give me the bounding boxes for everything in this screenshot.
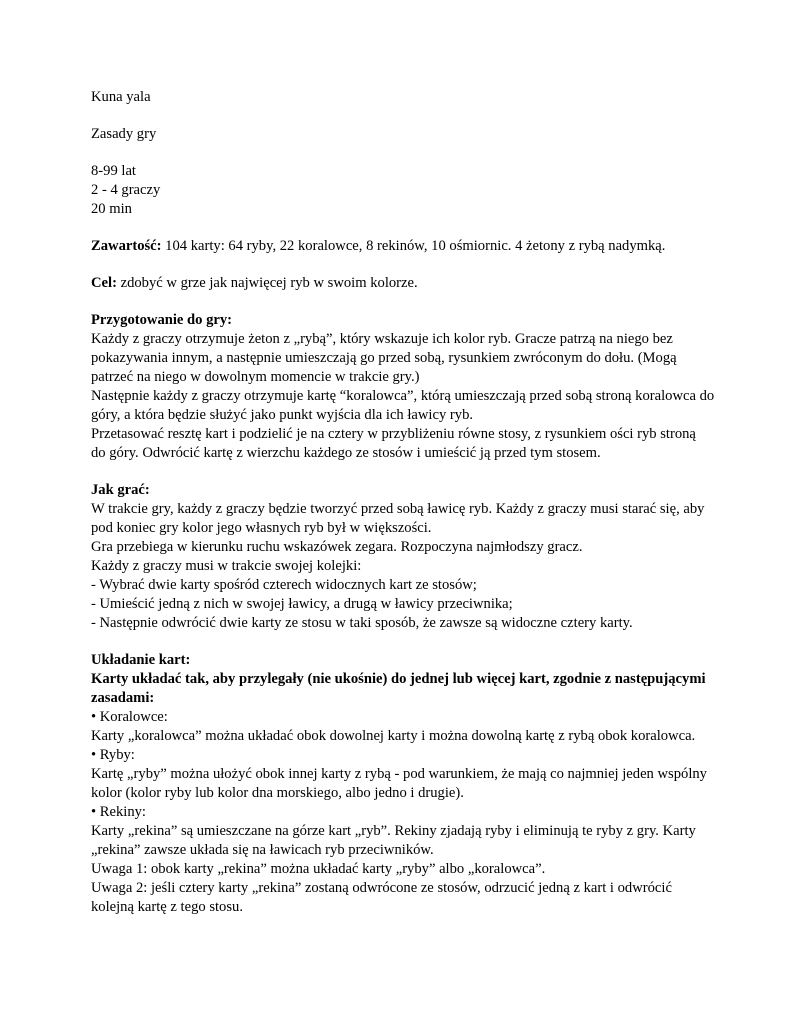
placement-line: kolor (kolor ryby lub kolor dna morskiego, albo jedno i drugie). xyxy=(91,785,464,801)
howto-line: - Umieścić jedną z nich w swojej ławicy, a drugą w ławicy przeciwnika; xyxy=(91,596,513,612)
placement-bold-line: Karty układać tak, aby przylegały (nie ukośnie) do jednej lub więcej kart, zgodnie z następującymi xyxy=(91,671,706,687)
play-time: 20 min xyxy=(91,201,132,217)
howto-line: Każdy z graczy musi w trakcie swojej kolejki: xyxy=(91,558,362,574)
setup-line: góry, a która będzie służyć jako punkt wyjścia dla ich ławicy ryb. xyxy=(91,407,474,423)
howto-line: W trakcie gry, każdy z graczy będzie tworzyć przed sobą ławicę ryb. Każdy z graczy musi starać się, aby xyxy=(91,501,705,517)
placement-line: • Ryby: xyxy=(91,747,135,763)
howto-line: - Następnie odwrócić dwie karty ze stosu w taki sposób, że zawsze są widoczne cztery karty. xyxy=(91,615,633,631)
spacer xyxy=(91,219,716,237)
contents-text: 104 karty: 64 ryby, 22 koralowce, 8 rekinów, 10 ośmiornic. 4 żetony z rybą nadymką. xyxy=(161,238,666,254)
spacer xyxy=(91,107,716,125)
placement-line: • Koralowce: xyxy=(91,709,168,725)
goal-paragraph xyxy=(91,274,716,293)
placement-line: Uwaga 1: obok karty „rekina” można układać karty „ryby” albo „koralowca”. xyxy=(91,861,546,877)
contents-paragraph xyxy=(91,237,716,256)
goal-text: zdobyć w grze jak najwięcej ryb w swoim kolorze. xyxy=(116,275,418,291)
howto-line: pod koniec gry kolor jego własnych ryb był w większości. xyxy=(91,520,432,536)
placement-bold-line: zasadami: xyxy=(91,690,155,706)
age-range: 8-99 lat xyxy=(91,163,136,179)
placement-line: Kartę „ryby” można ułożyć obok innej karty z rybą - pod warunkiem, że mają co najmniej jeden wspólny xyxy=(91,766,707,782)
howto-heading: Jak grać: xyxy=(91,482,150,498)
contents-label: Zawartość: xyxy=(91,238,162,254)
setup-line: Przetasować resztę kart i podzielić je na cztery w przybliżeniu równe stosy, z rysunkiem ości ryb stroną xyxy=(91,426,696,442)
placement-line: Karty „koralowca” można układać obok dowolnej karty i można dowolną kartę z rybą obok koralowca. xyxy=(91,728,696,744)
goal-label: Cel: xyxy=(91,275,117,291)
spacer xyxy=(91,463,716,481)
howto-line: - Wybrać dwie karty spośród czterech widocznych kart ze stosów; xyxy=(91,577,477,593)
spacer xyxy=(91,293,716,311)
setup-heading: Przygotowanie do gry: xyxy=(91,312,233,328)
spacer xyxy=(91,144,716,162)
placement-heading: Układanie kart: xyxy=(91,652,191,668)
game-title: Kuna yala xyxy=(91,89,151,105)
placement-line: • Rekiny: xyxy=(91,804,146,820)
setup-line: Następnie każdy z graczy otrzymuje kartę “koralowca”, którą umieszczają przed sobą stroną koralowca do xyxy=(91,388,715,404)
setup-line: pokazywania innym, a następnie umieszczają go przed sobą, rysunkiem zwróconym do dołu. (Mogą xyxy=(91,350,677,366)
setup-line: patrzeć na niego w dowolnym momencie w trakcie gry.) xyxy=(91,369,420,385)
placement-line: kolejną kartę z tego stosu. xyxy=(91,899,243,915)
placement-line: „rekina” zawsze układa się na ławicach ryb przeciwników. xyxy=(91,842,434,858)
document-page xyxy=(91,88,716,917)
placement-line: Karty „rekina” są umieszczane na górze kart „ryb”. Rekiny zjadają ryby i eliminują te ryby z gry. Karty xyxy=(91,823,696,839)
spacer xyxy=(91,256,716,274)
setup-line: do góry. Odwrócić kartę z wierzchu każdego ze stosów i umieścić ją przed tym stosem. xyxy=(91,445,601,461)
placement-line: Uwaga 2: jeśli cztery karty „rekina” zostaną odwrócone ze stosów, odrzucić jedną z kart i odwrócić xyxy=(91,880,672,896)
spacer xyxy=(91,633,716,651)
howto-line: Gra przebiega w kierunku ruchu wskazówek zegara. Rozpoczyna najmłodszy gracz. xyxy=(91,539,583,555)
player-count: 2 - 4 graczy xyxy=(91,182,161,198)
rules-subtitle: Zasady gry xyxy=(91,126,157,142)
setup-line: Każdy z graczy otrzymuje żeton z „rybą”, który wskazuje ich kolor ryb. Gracze patrzą na niego bez xyxy=(91,331,673,347)
